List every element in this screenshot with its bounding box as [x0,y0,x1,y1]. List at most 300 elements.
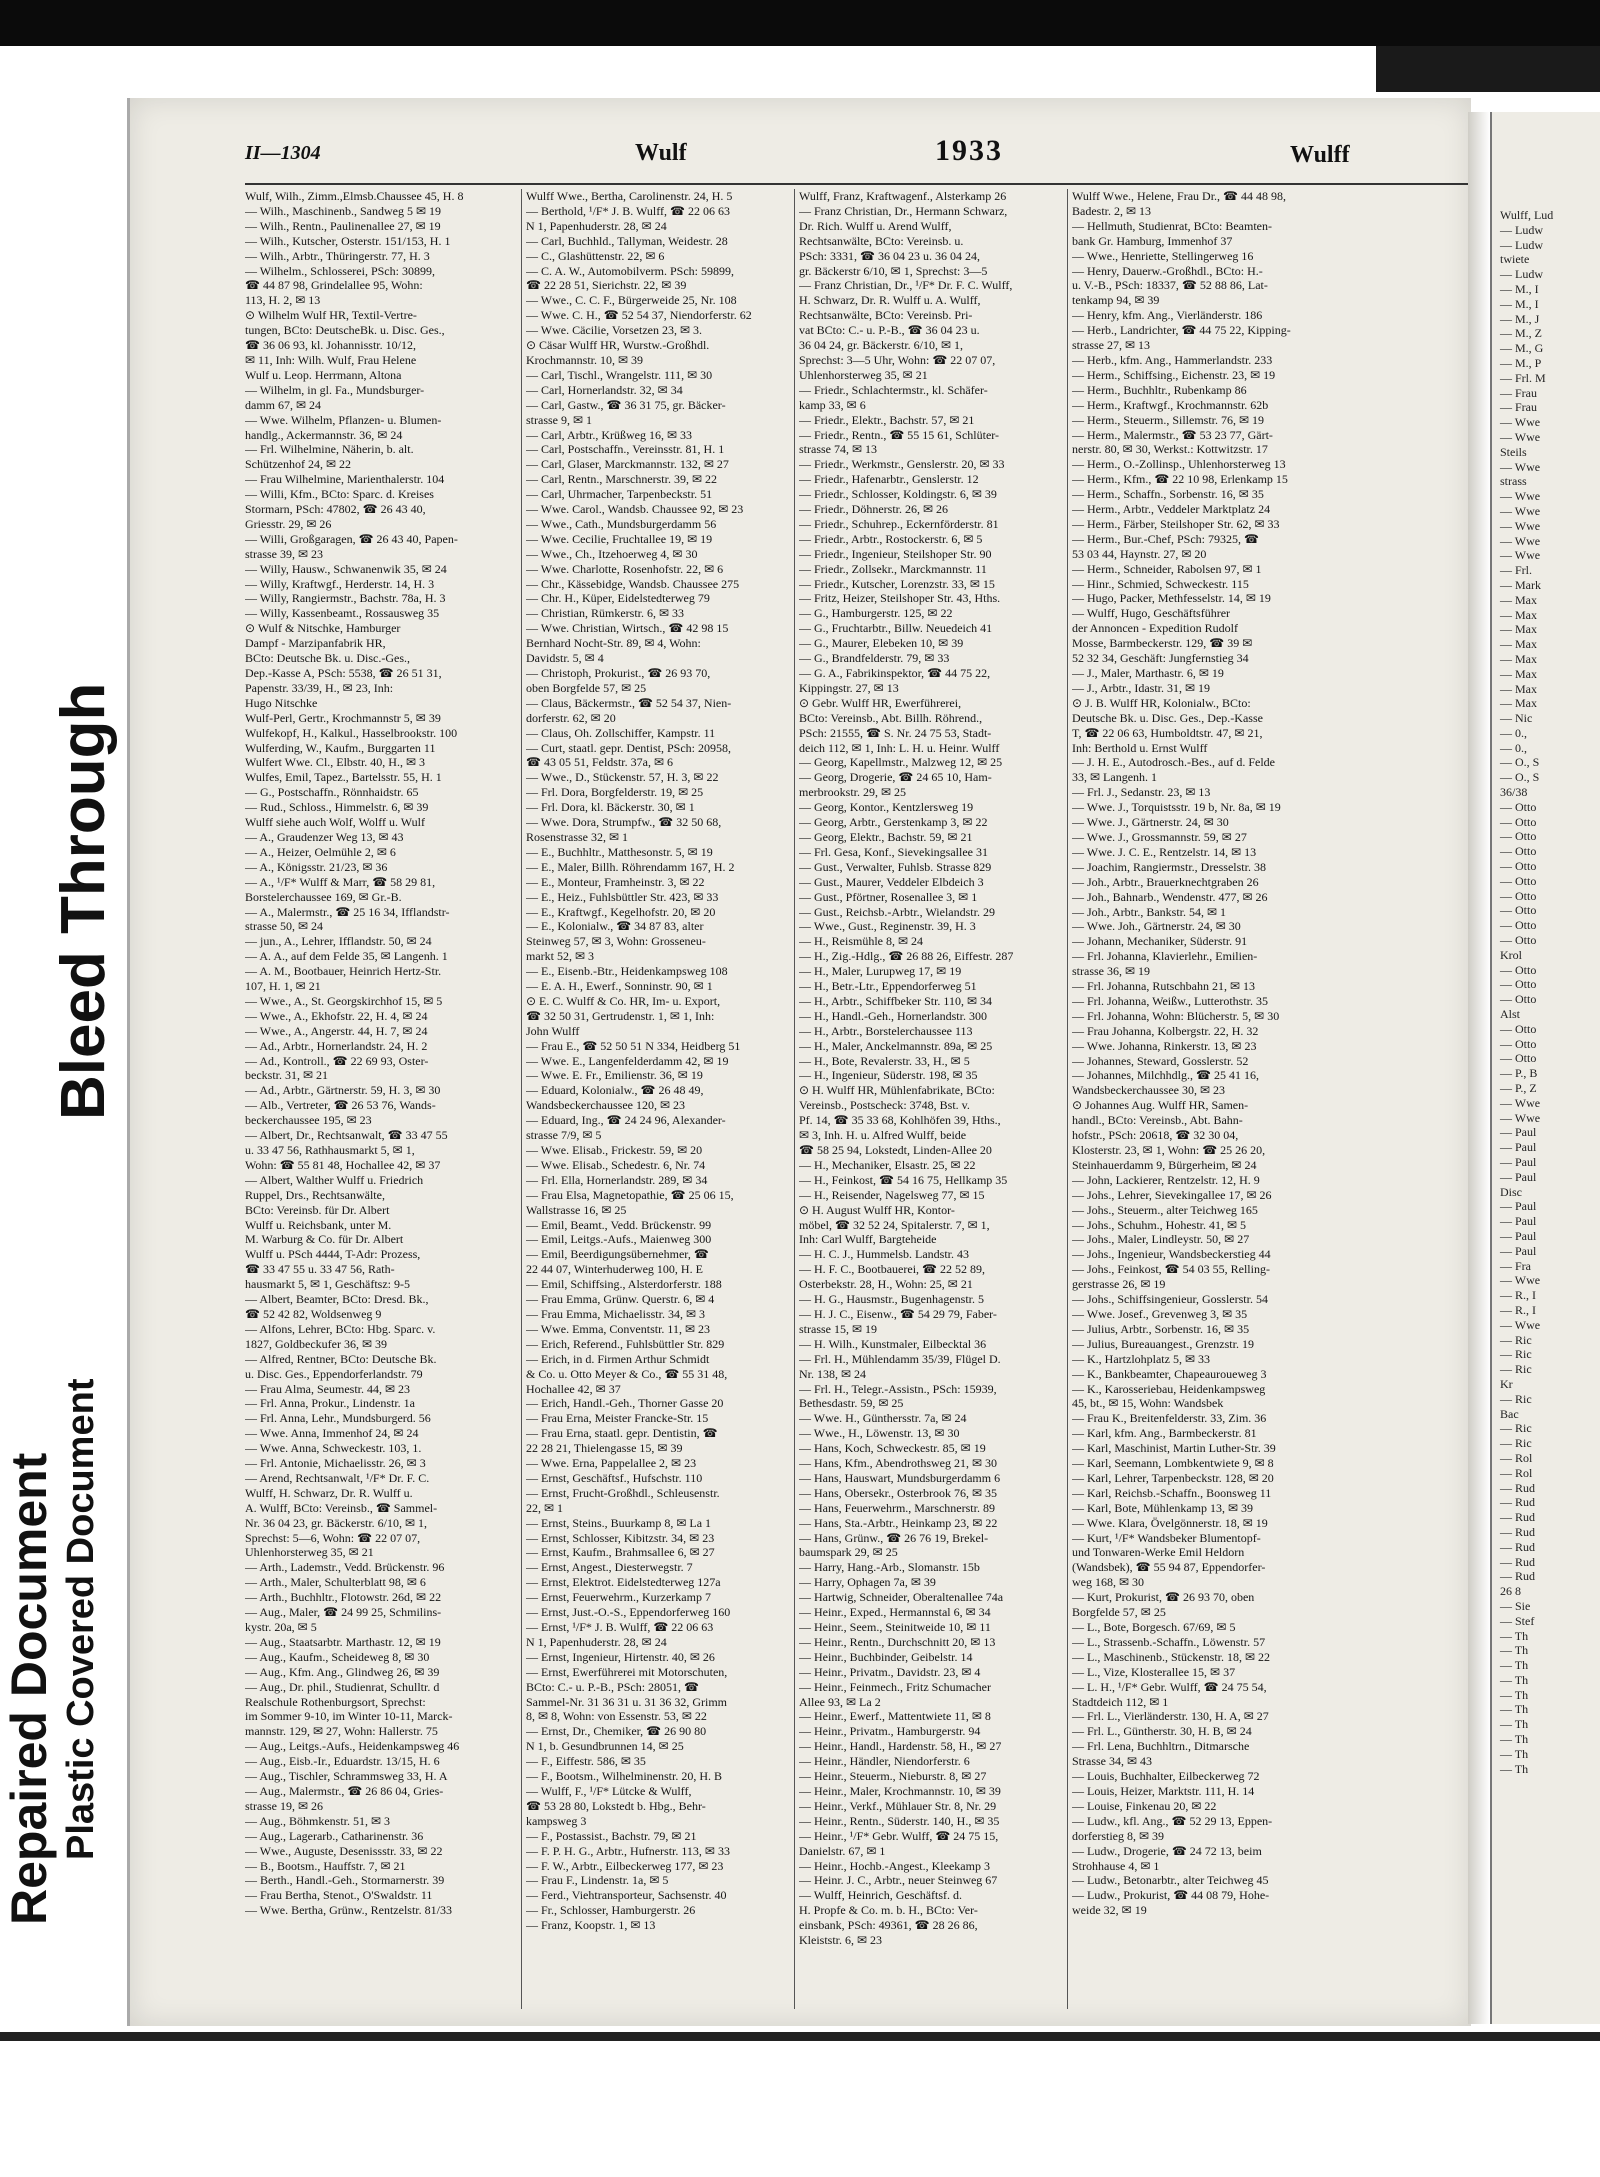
directory-entry-line: Hochallee 42, ✉ 37 [526,1381,621,1396]
directory-entry-line: einsbank, PSch: 49361, ☎ 28 26 86, [799,1918,978,1933]
directory-entry-line: — Frl. Johanna, Klavierlehr., Emilien- [1072,949,1258,964]
facing-page-fragment: — Th [1500,1702,1529,1717]
directory-entry-line: — Henry, Dauerw.-Großhdl., BCto: H.- [1072,263,1263,278]
directory-entry-line: — Karl, Maschinist, Martin Luther-Str. 39 [1072,1441,1276,1456]
facing-page-fragment: — Rud [1500,1480,1536,1495]
directory-entry-line: — Carl, Tischl., Wrangelstr. 111, ✉ 30 [526,367,713,382]
facing-page-fragment: Bac [1500,1406,1519,1421]
directory-entry-line: — Frl. Lena, Buchhltrn., Ditmarsche [1072,1739,1250,1754]
directory-column-1 [245,189,511,2009]
directory-entry-line: Pf. 14, ☎ 35 33 68, Kohlhöfen 39, Hths., [799,1113,1001,1128]
directory-entry-line: — Frl. Wilhelmine, Näherin, b. alt. [245,442,414,457]
directory-entry-line: — Carl, Rentn., Marschnerstr. 39, ✉ 22 [526,472,718,487]
directory-entry-line: — Wilhelm, in gl. Fa., Mundsburger- [245,382,425,397]
directory-entry-line: — H., Mechaniker, Elsastr. 25, ✉ 22 [799,1157,976,1172]
directory-entry-line: — Wwe. Christian, Wirtsch., ☎ 42 98 15 [526,621,729,636]
directory-entry-line: — J., Arbtr., Idastr. 31, ✉ 19 [1072,680,1211,695]
directory-entry-line: — Harry, Hang.-Arb., Slomanstr. 15b [799,1560,980,1575]
directory-entry-line: Inh: Carl Wulff, Bargteheide [799,1232,937,1247]
directory-entry-line: Strasse 34, ✉ 43 [1072,1754,1153,1769]
directory-entry-line: — Frl. Anna, Lehr., Mundsburgerd. 56 [245,1411,431,1426]
directory-entry-line: — Wwe. Cäcilie, Vorsetzen 23, ✉ 3. [526,323,703,338]
facing-page-fragment: — Th [1500,1761,1529,1776]
directory-entry-line: — Wwe. Cecilie, Fruchtallee 19, ✉ 19 [526,531,713,546]
facing-page-fragment: — Wwe [1500,489,1541,504]
directory-entry-line: — Aug., Lagerarb., Catharinenstr. 36 [245,1828,424,1843]
directory-page [127,98,1471,2026]
directory-entry-line: H. Propfe & Co. m. b. H., BCto: Ver- [799,1903,978,1918]
directory-entry-line: — Karl, kfm. Ang., Barmbeckerstr. 81 [1072,1426,1257,1441]
directory-entry-line: — Louis, Heizer, Marktstr. 111, H. 14 [1072,1783,1255,1798]
facing-page-fragment: 36/38 [1500,785,1528,800]
directory-entry-line: — Wwe., C. C. F., Bürgerweide 25, Nr. 108 [526,293,737,308]
directory-entry-line: — Heinr., Privatm., Hamburgerstr. 94 [799,1724,981,1739]
directory-entry-line: — Herm., O.-Zollinsp., Uhlenhorsterweg 13 [1072,457,1286,472]
directory-entry-line: — Aug., Böhmkenstr. 51, ✉ 3 [245,1813,391,1828]
directory-entry-line: — Ernst, Dr., Chemiker, ☎ 26 90 80 [526,1724,707,1739]
directory-entry-line: — Ludw., kfl. Ang., ☎ 52 29 13, Eppen- [1072,1813,1273,1828]
directory-entry-line: — Joh., Arbtr., Bankstr. 54, ✉ 1 [1072,904,1227,919]
directory-entry-line: — Friedr., Ingenieur, Steilshoper Str. 90 [799,546,992,561]
facing-page-fragment: Alst [1500,1007,1521,1022]
directory-entry-line: — A. M., Bootbauer, Heinrich Hertz-Str. [245,964,442,979]
directory-entry-line: strasse 19, ✉ 26 [245,1798,324,1813]
directory-entry-line: — Claus, Bäckermstr., ☎ 52 54 37, Nien- [526,695,732,710]
directory-entry-line: — Hans, Feuerwehrm., Marschnerstr. 89 [799,1500,995,1515]
directory-entry-line: — G., Postschaffn., Rönnhaidstr. 65 [245,785,419,800]
directory-entry-line: BCto: Deutsche Bk. u. Disc.-Ges., [245,651,410,666]
directory-entry-line: — Herm., Schneider, Rabolsen 97, ✉ 1 [1072,561,1262,576]
directory-entry-line: möbel, ☎ 32 52 24, Spitalerstr. 7, ✉ 1, [799,1217,990,1232]
facing-page-fragment: — Wwe [1500,415,1541,430]
directory-entry-line: — Heinr., Handl., Hardenstr. 58, H., ✉ 27 [799,1739,1002,1754]
directory-entry-line: Wulff Wwe., Helene, Frau Dr., ☎ 44 48 98, [1072,189,1286,203]
directory-entry-line: — Hans, Koch, Schweckestr. 85, ✉ 19 [799,1441,986,1456]
directory-entry-line: Dep.-Kasse A, PSch: 5538, ☎ 26 51 31, [245,666,442,680]
directory-entry-line: — Emil, Beerdigungsübernehmer, ☎ [526,1247,709,1262]
directory-entry-line: — Eduard, Ing., ☎ 24 24 96, Alexander- [526,1113,726,1128]
directory-entry-line: — Eduard, Kolonialw., ☎ 26 48 49, [526,1083,704,1098]
directory-entry-line: — Frl. L., Vierländerstr. 130, H. A, ✉ 27 [1072,1709,1269,1724]
directory-entry-line: Klosterstr. 23, ✉ 1, Wohn: ☎ 25 26 20, [1072,1143,1266,1157]
directory-entry-line: strasse 7/9, ✉ 5 [526,1128,602,1143]
directory-entry-line: — Johs., Ingenieur, Wandsbeckerstieg 44 [1072,1247,1271,1262]
directory-entry-line: — Carl, Uhrmacher, Tarpenbeckstr. 51 [526,487,713,502]
directory-entry-line: kamp 33, ✉ 6 [799,397,866,412]
directory-entry-line: Kleiststr. 6, ✉ 23 [799,1933,883,1948]
directory-entry-line: — Frl. J., Sedanstr. 23, ✉ 13 [1072,785,1211,800]
directory-entry-line: — Ernst, Feuerwehrm., Kurzerkamp 7 [526,1590,711,1605]
directory-entry-line: — Christoph, Prokurist., ☎ 26 93 70, [526,666,711,680]
directory-entry-line: ☎ 43 05 51, Feldstr. 37a, ✉ 6 [526,755,673,770]
directory-entry-line: — Wwe., D., Stückenstr. 57, H. 3, ✉ 22 [526,770,719,785]
facing-page-fragment: — Ric [1500,1421,1532,1436]
directory-entry-line: — Albert, Walther Wulff u. Friedrich [245,1172,424,1187]
directory-entry-line: — Johs., Feinkost, ☎ 54 03 55, Relling- [1072,1262,1270,1277]
directory-entry-line: — Ferd., Viehtransporteur, Sachsenstr. 40 [526,1888,727,1903]
facing-page-fragment: — 0., [1500,740,1527,755]
directory-entry-line: Wandsbeckerchaussee 120, ✉ 23 [526,1098,686,1113]
facing-page-fragment: — O., S [1500,770,1540,785]
directory-entry-line: — E. A. H., Ewerf., Sonninstr. 90, ✉ 1 [526,979,713,994]
facing-page-fragment: — Th [1500,1746,1529,1761]
directory-entry-line: handlg., Ackermannstr. 36, ✉ 24 [245,427,403,442]
directory-entry-line: — Heinr., Händler, Niendorferstr. 6 [799,1754,970,1769]
directory-entry-line: — Aug., Eisb.-Ir., Eduardstr. 13/15, H. 6 [245,1754,440,1769]
facing-page-fragment: — Rud [1500,1495,1536,1510]
directory-entry-line: gr. Bäckerstr 6/10, ✉ 1, Sprechst: 3—5 [799,263,988,278]
directory-entry-line: — Ernst, Elektrot. Eidelstedterweg 127a [526,1575,721,1590]
directory-entry-line: — H., Maler, Anckelmannstr. 89a, ✉ 25 [799,1038,993,1053]
facing-page-fragment: — Wwe [1500,429,1541,444]
page-reference: II—1304 [245,142,321,164]
directory-entry-line: — A., ¹/F* Wulff & Marr, ☎ 58 29 81, [245,874,436,889]
directory-entry-line: — Hans, Hauswart, Mundsburgerdamm 6 [799,1470,1001,1485]
facing-page-fragment: — Otto [1500,859,1537,874]
directory-entry-line: — Aug., Tischler, Schrammsweg 33, H. A [245,1769,448,1784]
facing-page-fragment: — P., B [1500,1066,1538,1081]
directory-entry-line: — Gust., Verwalter, Fuhlsb. Strasse 829 [799,859,992,874]
header-name-left: Wulf [635,140,687,166]
directory-entry-line: — H., Bote, Revalerstr. 33, H., ✉ 5 [799,1053,970,1068]
directory-entry-line: Wallstrasse 16, ✉ 25 [526,1202,627,1217]
facing-page-fragment: — Ric [1500,1362,1532,1377]
directory-entry-line: Rechtsanwälte, BCto: Vereinsb. u. [799,233,964,248]
scan-border-bottom [0,2032,1600,2041]
directory-entry-line: — Carl, Postschaffn., Vereinsstr. 81, H. 1 [526,442,725,457]
directory-entry-line: — Curt, staatl. gepr. Dentist, PSch: 20958, [526,740,731,755]
facing-page-fragment: — 0., [1500,725,1527,740]
directory-entry-line: 52 32 34, Geschäft: Jungfernstieg 34 [1072,651,1249,666]
directory-entry-line: Inh: Berthold u. Ernst Wulff [1072,740,1208,755]
directory-entry-line: — Wwe. Wilhelm, Pflanzen- u. Blumen- [245,412,442,427]
directory-entry-line: — Wilh., Arbtr., Thüringerstr. 77, H. 3 [245,248,430,263]
directory-entry-line: — jun., A., Lehrer, Ifflandstr. 50, ✉ 24 [245,934,432,949]
directory-entry-line: strasse 39, ✉ 23 [245,546,324,561]
directory-entry-line: — Wulff, F., ¹/F* Lütcke & Wulff, [526,1783,692,1798]
directory-entry-line: — Wwe., Cath., Mundsburgerdamm 56 [526,516,717,531]
directory-entry-line: — G., Brandfelderstr. 79, ✉ 33 [799,651,950,666]
directory-entry-line: — Gust., Maurer, Veddeler Elbdeich 3 [799,874,984,889]
directory-entry-line: — Henry, kfm. Ang., Vierländerstr. 186 [1072,308,1263,323]
facing-page-fragment: — M., I [1500,296,1539,311]
directory-entry-line: — Wwe. Charlotte, Rosenhofstr. 22, ✉ 6 [526,561,724,576]
directory-entry-line: — Emil, Leitgs.-Aufs., Maienweg 300 [526,1232,712,1247]
facing-page-fragment: strass [1500,474,1527,489]
directory-entry-line: N 1, b. Gesundbrunnen 14, ✉ 25 [526,1739,684,1754]
directory-entry-line: — Ad., Arbtr., Gärtnerstr. 59, H. 3, ✉ 30 [245,1083,441,1098]
directory-entry-line: weg 168, ✉ 30 [1072,1575,1145,1590]
directory-entry-line: Badestr. 2, ✉ 13 [1072,203,1152,218]
facing-page-fragment: — Th [1500,1658,1529,1673]
directory-entry-line: — Friedr., Arbtr., Rostockerstr. 6, ✉ 5 [799,531,983,546]
directory-entry-line: gerstrasse 26, ✉ 19 [1072,1277,1166,1292]
directory-entry-line: T, ☎ 22 06 63, Humboldtstr. 47, ✉ 21, [1072,725,1263,740]
facing-page-fragment: — Wwe [1500,548,1541,563]
directory-entry-line: Stadtdeich 112, ✉ 1 [1072,1694,1169,1709]
directory-entry-line: — Herm., Buchhltr., Rubenkamp 86 [1072,382,1247,397]
directory-entry-line: — C., Glashüttenstr. 22, ✉ 6 [526,248,665,263]
directory-entry-line: — Ernst, ¹/F* J. B. Wulff, ☎ 22 06 63 [526,1620,714,1634]
directory-entry-line: — Julius, Arbtr., Sorbenstr. 16, ✉ 35 [1072,1321,1250,1336]
directory-entry-line: — Wwe. Johanna, Rinkerstr. 13, ✉ 23 [1072,1038,1257,1053]
directory-entry-line: — Ernst, Steins., Buurkamp 8, ✉ La 1 [526,1515,712,1530]
facing-page-fragment: — Th [1500,1643,1529,1658]
directory-entry-line: — Georg, Kontor., Kentzlersweg 19 [799,800,974,815]
directory-entry-line: — C. A. W., Automobilverm. PSch: 59899, [526,263,735,278]
directory-entry-line: M. Warburg & Co. für Dr. Albert [245,1232,404,1247]
directory-entry-line: Schützenhof 24, ✉ 22 [245,457,352,472]
directory-column-4 [1067,189,1338,2009]
directory-entry-line: — Hugo, Packer, Methfesselstr. 14, ✉ 19 [1072,591,1271,606]
facing-page-fragment: — Max [1500,666,1537,681]
directory-entry-line: — Berth., Handl.-Geh., Stormarnerstr. 39 [245,1873,445,1888]
directory-entry-line: — Heinr., Buchbinder, Geibelstr. 14 [799,1649,973,1664]
header-rule [245,183,1525,185]
directory-entry-line: — Wwe. Elisab., Frickestr. 59, ✉ 20 [526,1143,703,1157]
directory-entry-line: tungen, BCto: DeutscheBk. u. Disc. Ges., [245,323,445,338]
facing-page-fragment: — Th [1500,1687,1529,1702]
directory-entry-line: nerstr. 80, ✉ 30, Werkst.: Kottwitzstr. 17 [1072,442,1268,457]
directory-entry-line: — Ernst, Kaufm., Brahmsallee 6, ✉ 27 [526,1545,715,1560]
directory-entry-line: — Friedr., Elektr., Bachstr. 57, ✉ 21 [799,412,975,427]
directory-entry-line: Wulff, H. Schwarz, Dr. R. Wulff u. [245,1485,413,1500]
facing-page-fragment: — P., Z [1500,1081,1537,1096]
directory-entry-line: — Chr. H., Küper, Eidelstedterweg 79 [526,591,710,606]
facing-page-fragment: — Rol [1500,1450,1533,1465]
directory-entry-line: oben Borgfelde 57, ✉ 25 [526,680,647,695]
facing-page-fragment: — Otto [1500,1036,1537,1051]
facing-page-fragment: — Paul [1500,1228,1537,1243]
directory-entry-line: — F., Postassist., Bachstr. 79, ✉ 21 [526,1828,697,1843]
header-name-right: Wulff [1290,142,1350,168]
directory-entry-line: kampsweg 3 [526,1813,587,1828]
directory-entry-line: Wulf u. Leop. Herrmann, Altona [245,367,402,382]
facing-page-fragment: Steils [1500,444,1527,459]
directory-entry-line: Stormarn, PSch: 47802, ☎ 26 43 40, [245,502,426,517]
directory-entry-line: Wandsbeckerchaussee 30, ✉ 23 [1072,1083,1226,1098]
facing-page-fragment: — Paul [1500,1169,1537,1184]
facing-page-fragment: — Ric [1500,1391,1532,1406]
facing-page-fragment: — Ric [1500,1436,1532,1451]
directory-entry-line: ⊙ Wilhelm Wulf HR, Textil-Vertre- [245,308,417,323]
directory-entry-line: — Georg, Drogerie, ☎ 24 65 10, Ham- [799,770,992,785]
directory-entry-line: — Ad., Arbtr., Hornerlandstr. 24, H. 2 [245,1038,428,1053]
directory-entry-line: — Frau Elsa, Magnetopathie, ☎ 25 06 15, [526,1187,734,1202]
directory-entry-line: — Friedr., Kutscher, Lorenzstr. 33, ✉ 15 [799,576,995,591]
facing-page-fragment: — Otto [1500,962,1537,977]
directory-entry-line: — Joh., Arbtr., Brauerknechtgraben 26 [1072,874,1259,889]
directory-entry-line: Sprechst: 5—6, Wohn: ☎ 22 07 07, [245,1530,421,1545]
directory-entry-line: ⊙ Cäsar Wulff HR, Wurstw.-Großhdl. [526,338,710,353]
facing-page-fragment: — Otto [1500,873,1537,888]
directory-entry-line: — Wwe., A., Ekhofstr. 22, H. 4, ✉ 24 [245,1008,428,1023]
directory-entry-line: — Heinr., Seem., Steinitweide 10, ✉ 11 [799,1620,991,1634]
directory-entry-line: N 1, Papenhuderstr. 28, ✉ 24 [526,218,667,233]
directory-entry-line: Mosse, Barmbeckerstr. 129, ☎ 39 ✉ [1072,636,1253,651]
directory-entry-line: strasse 50, ✉ 24 [245,919,324,934]
directory-entry-line: deich 112, ✉ 1, Inh: L. H. u. Heinr. Wulff [799,740,1000,755]
directory-entry-line: Steinhauerdamm 9, Bürgerheim, ✉ 24 [1072,1157,1257,1172]
directory-entry-line: — Ernst, Just.-O.-S., Eppendorferweg 160 [526,1605,731,1620]
directory-entry-line: — Fr., Schlosser, Hamburgerstr. 26 [526,1903,696,1918]
directory-entry-line: — E., Maler, Billh. Röhrendamm 167, H. 2 [526,859,735,874]
facing-page-fragment: — Max [1500,622,1537,637]
facing-page-fragment: — M., J [1500,311,1540,326]
facing-page-fragment: — Fra [1500,1258,1531,1273]
directory-entry-line: beckerchaussee 195, ✉ 23 [245,1113,372,1128]
facing-page-fragment: — Wwe [1500,533,1541,548]
directory-entry-line: — Hans, Obersekr., Osterbrook 76, ✉ 35 [799,1485,998,1500]
directory-entry-line: — H., Maler, Lurupweg 17, ✉ 19 [799,964,962,979]
facing-page-fragment: — Frau [1500,400,1537,415]
directory-entry-line: — Ernst, Frucht-Großhdl., Schleusenstr. [526,1485,720,1500]
facing-page-fragment: — Max [1500,592,1537,607]
directory-entry-line: — H., Arbtr., Borstelerchaussee 113 [799,1023,973,1038]
facing-page-fragment: — R., I [1500,1288,1536,1303]
directory-entry-line: 8, ✉ 8, Wohn: von Essenstr. 53, ✉ 22 [526,1709,707,1724]
directory-entry-line: Wulfekopf, H., Kalkul., Hasselbrookstr. 100 [245,725,458,740]
directory-entry-line: — Herb., Landrichter, ☎ 44 75 22, Kipping- [1072,323,1291,338]
directory-entry-line: ☎ 52 42 82, Woldsenweg 9 [245,1306,382,1321]
facing-page-fragment: — M., I [1500,281,1539,296]
directory-entry-line: — Rud., Schloss., Himmelstr. 6, ✉ 39 [245,800,429,815]
facing-page-fragment: — Max [1500,607,1537,622]
directory-entry-line: — Wwe. H., Günthersstr. 7a, ✉ 24 [799,1411,967,1426]
directory-entry-line: — Ernst, Ingenieur, Hirtenstr. 40, ✉ 26 [526,1649,715,1664]
directory-entry-line: Borstelerchaussee 169, ✉ Gr.-B. [245,889,402,904]
directory-entry-line: — Ludw., Betonarbtr., alter Teichweg 45 [1072,1873,1269,1888]
directory-entry-line: — K., Bankbeamter, Chapeauroueweg 3 [1072,1366,1267,1381]
facing-page-fragment: Kr [1500,1376,1513,1391]
directory-entry-line: — Wwe. J., Grossmannstr. 59, ✉ 27 [1072,829,1247,844]
directory-entry-line: — Heinr., Steuerm., Nieburstr. 8, ✉ 27 [799,1769,987,1784]
directory-entry-line: ✉ 3, Inh. H. u. Alfred Wulff, beide [799,1128,967,1143]
facing-page-fragment: — Rud [1500,1524,1536,1539]
directory-column-2 [521,189,792,2009]
directory-entry-line: — Wwe., Ch., Itzehoerweg 4, ✉ 30 [526,546,698,561]
directory-entry-line: — Heinr., Privatm., Davidstr. 23, ✉ 4 [799,1664,981,1679]
directory-entry-line: BCto: C.- u. P.-B., PSch: 28051, ☎ [526,1679,699,1694]
facing-page-fragment: — Rol [1500,1465,1533,1480]
directory-entry-line: ⊙ E. C. Wulff & Co. HR, Im- u. Export, [526,993,721,1008]
directory-entry-line: — Frl. H., Mühlendamm 35/39, Flügel D. [799,1351,1001,1366]
directory-entry-line: — Arth., Buchhltr., Flotowstr. 26d, ✉ 22 [245,1590,442,1605]
facing-page-fragment: — Wwe [1500,518,1541,533]
directory-entry-line: — Gust., Reichsb.-Arbtr., Wielandstr. 29 [799,904,995,919]
directory-entry-line: Krochmannstr. 10, ✉ 39 [526,352,644,367]
directory-entry-line: ⊙ Johannes Aug. Wulff HR, Samen- [1072,1098,1249,1113]
directory-entry-line: — F., Bootsm., Wilhelminenstr. 20, H. B [526,1769,723,1784]
directory-entry-line: — Frl. Johanna, Wohn: Blücherstr. 5, ✉ 30 [1072,1008,1280,1023]
directory-entry-line: BCto: Vereinsb. für Dr. Albert [245,1202,390,1217]
directory-entry-line: hausmarkt 5, ✉ 1, Geschäftsz: 9-5 [245,1277,411,1292]
directory-entry-line: — L., Maschinenb., Stückenstr. 18, ✉ 22 [1072,1649,1271,1664]
directory-entry-line: u. 33 47 56, Rathhausmarkt 5, ✉ 1, [245,1143,415,1157]
directory-entry-line: BCto: Vereinsb., Abt. Billh. Röhrend., [799,710,983,725]
directory-entry-line: — Julius, Bureauangest., Grenzstr. 19 [1072,1336,1254,1351]
directory-entry-line: — Fritz, Heizer, Steilshoper Str. 43, Hths. [799,591,1001,606]
directory-entry-line: — Aug., Kaufm., Scheideweg 8, ✉ 30 [245,1649,430,1664]
facing-page-fragment: — Paul [1500,1214,1537,1229]
directory-entry-line: — Herm., Schaffn., Sorbenstr. 16, ✉ 35 [1072,487,1264,502]
directory-entry-line: — Arth., Lademstr., Vedd. Brückenstr. 96 [245,1560,445,1575]
directory-entry-line: hofstr., PSch: 20618, ☎ 32 30 04, [1072,1128,1239,1143]
facing-page-fragment: — Ludw [1500,267,1543,282]
directory-entry-line: — Johs., Schiffsingenieur, Gosslerstr. 54 [1072,1292,1268,1307]
directory-entry-line: — Christian, Rümkerstr. 6, ✉ 33 [526,606,685,621]
directory-entry-line: — Wwe. Anna, Schweckestr. 103, 1. [245,1441,422,1456]
directory-entry-line: Davidstr. 5, ✉ 4 [526,651,604,666]
directory-entry-line: — Herm., Arbtr., Veddeler Marktplatz 24 [1072,502,1271,517]
directory-entry-line: N 1, Papenhuderstr. 28, ✉ 24 [526,1634,667,1649]
directory-entry-line: — L., Bote, Borgesch. 67/69, ✉ 5 [1072,1620,1236,1634]
directory-entry-line: — J., Maler, Marthastr. 6, ✉ 19 [1072,666,1224,680]
directory-entry-line: — Ludw., Drogerie, ☎ 24 72 13, beim [1072,1843,1262,1858]
directory-entry-line: — Ernst, Geschäftsf., Hufschstr. 110 [526,1470,703,1485]
facing-page-fragment: — Th [1500,1717,1529,1732]
directory-entry-line: — Heinr., Hochb.-Angest., Kleekamp 3 [799,1858,990,1873]
directory-entry-line: — Hans, Sta.-Arbtr., Heinkamp 23, ✉ 22 [799,1515,998,1530]
directory-entry-line: John Wulff [526,1023,580,1038]
page-header [245,134,1525,178]
directory-entry-line: dorferstieg 8, ✉ 39 [1072,1828,1165,1843]
directory-entry-line: — Aug., Maler, ☎ 24 99 25, Schmilins- [245,1605,442,1620]
directory-entry-line: — Johs., Maler, Lindleystr. 50, ✉ 27 [1072,1232,1250,1247]
directory-entry-line: Deutsche Bk. u. Disc. Ges., Dep.-Kasse [1072,710,1263,725]
facing-page-fragment: — M., Z [1500,326,1542,341]
directory-entry-line: — Karl, Bote, Mühlenkamp 13, ✉ 39 [1072,1500,1254,1515]
directory-entry-line: — Ludw., Prokurist, ☎ 44 08 79, Hohe- [1072,1888,1270,1903]
directory-entry-line: — Herm., Färber, Steilshoper Str. 62, ✉ 33 [1072,516,1280,531]
directory-entry-line: — Georg, Arbtr., Gerstenkamp 3, ✉ 22 [799,815,988,830]
directory-entry-line: Wulf-Perl, Gertr., Krochmannstr 5, ✉ 39 [245,710,441,725]
directory-entry-line: 45, bt., ✉ 15, Wohn: Wandsbek [1072,1396,1224,1411]
directory-entry-line: — Johannes, Steward, Gosslerstr. 52 [1072,1053,1249,1068]
directory-entry-line: Dampf - Marzipanfabrik HR, [245,636,386,651]
directory-entry-line: — Wilhelm., Schlosserei, PSch: 30899, [245,263,435,278]
facing-page-fragment: — Paul [1500,1199,1537,1214]
directory-entry-line: — G., Hamburgerstr. 125, ✉ 22 [799,606,953,621]
directory-entry-line: PSch: 3331, ☎ 36 04 23 u. 36 04 24, [799,248,980,263]
directory-entry-line: — Friedr., Döhnerstr. 26, ✉ 26 [799,502,949,517]
directory-entry-line: — Aug., Dr. phil., Studienrat, Schulltr. d [245,1679,440,1694]
directory-entry-line: — Wwe. Dora, Strumpfw., ☎ 32 50 68, [526,815,722,830]
directory-entry-line: 113, H. 2, ✉ 13 [245,293,321,308]
directory-entry-line: ☎ 22 28 51, Sierichstr. 22, ✉ 39 [526,278,687,293]
facing-page-fragment: — Wwe [1500,459,1541,474]
directory-entry-line: Bernhard Nocht-Str. 89, ✉ 4, Wohn: [526,636,701,651]
directory-entry-line: — Herm., Kraftwgf., Krochmannstr. 62b [1072,397,1269,412]
directory-entry-line: — J. H. E., Autodrosch.-Bes., auf d. Felde [1072,755,1275,770]
directory-entry-line: — Friedr., Werkmstr., Genslerstr. 20, ✉ 33 [799,457,1005,472]
directory-entry-line: im Sommer 9-10, im Winter 10-11, Marck- [245,1709,453,1724]
directory-entry-line: — Hinr., Schmied, Schweckestr. 115 [1072,576,1249,591]
directory-entry-line: (Wandsbek), ☎ 55 94 87, Eppendorfer- [1072,1560,1266,1575]
directory-entry-line: Nr. 36 04 23, gr. Bäckerstr. 6/10, ✉ 1, [245,1515,428,1530]
directory-entry-line: Papenstr. 33/39, H., ✉ 23, Inh: [245,680,394,695]
directory-entry-line: & Co. u. Otto Meyer & Co., ☎ 55 31 48, [526,1366,728,1381]
directory-entry-line: — Aug., Malermstr., ☎ 26 86 04, Gries- [245,1783,444,1798]
directory-entry-line: — Wwe., A., Angerstr. 44, H. 7, ✉ 24 [245,1023,428,1038]
directory-entry-line: ☎ 53 28 80, Lokstedt b. Hbg., Behr- [526,1798,706,1813]
directory-entry-line: — H., Ingenieur, Süderstr. 198, ✉ 35 [799,1068,978,1083]
directory-entry-line: — Kurt, ¹/F* Wandsbeker Blumentopf- [1072,1530,1261,1545]
directory-entry-line: — H., Feinkost, ☎ 54 16 75, Hellkamp 35 [799,1172,1008,1187]
directory-entry-line: — F., Eiffestr. 586, ✉ 35 [526,1754,646,1769]
directory-entry-line: PSch: 21555, ☎ S. Nr. 24 75 53, Stadt- [799,725,992,740]
directory-entry-line: Kippingstr. 27, ✉ 13 [799,680,899,695]
